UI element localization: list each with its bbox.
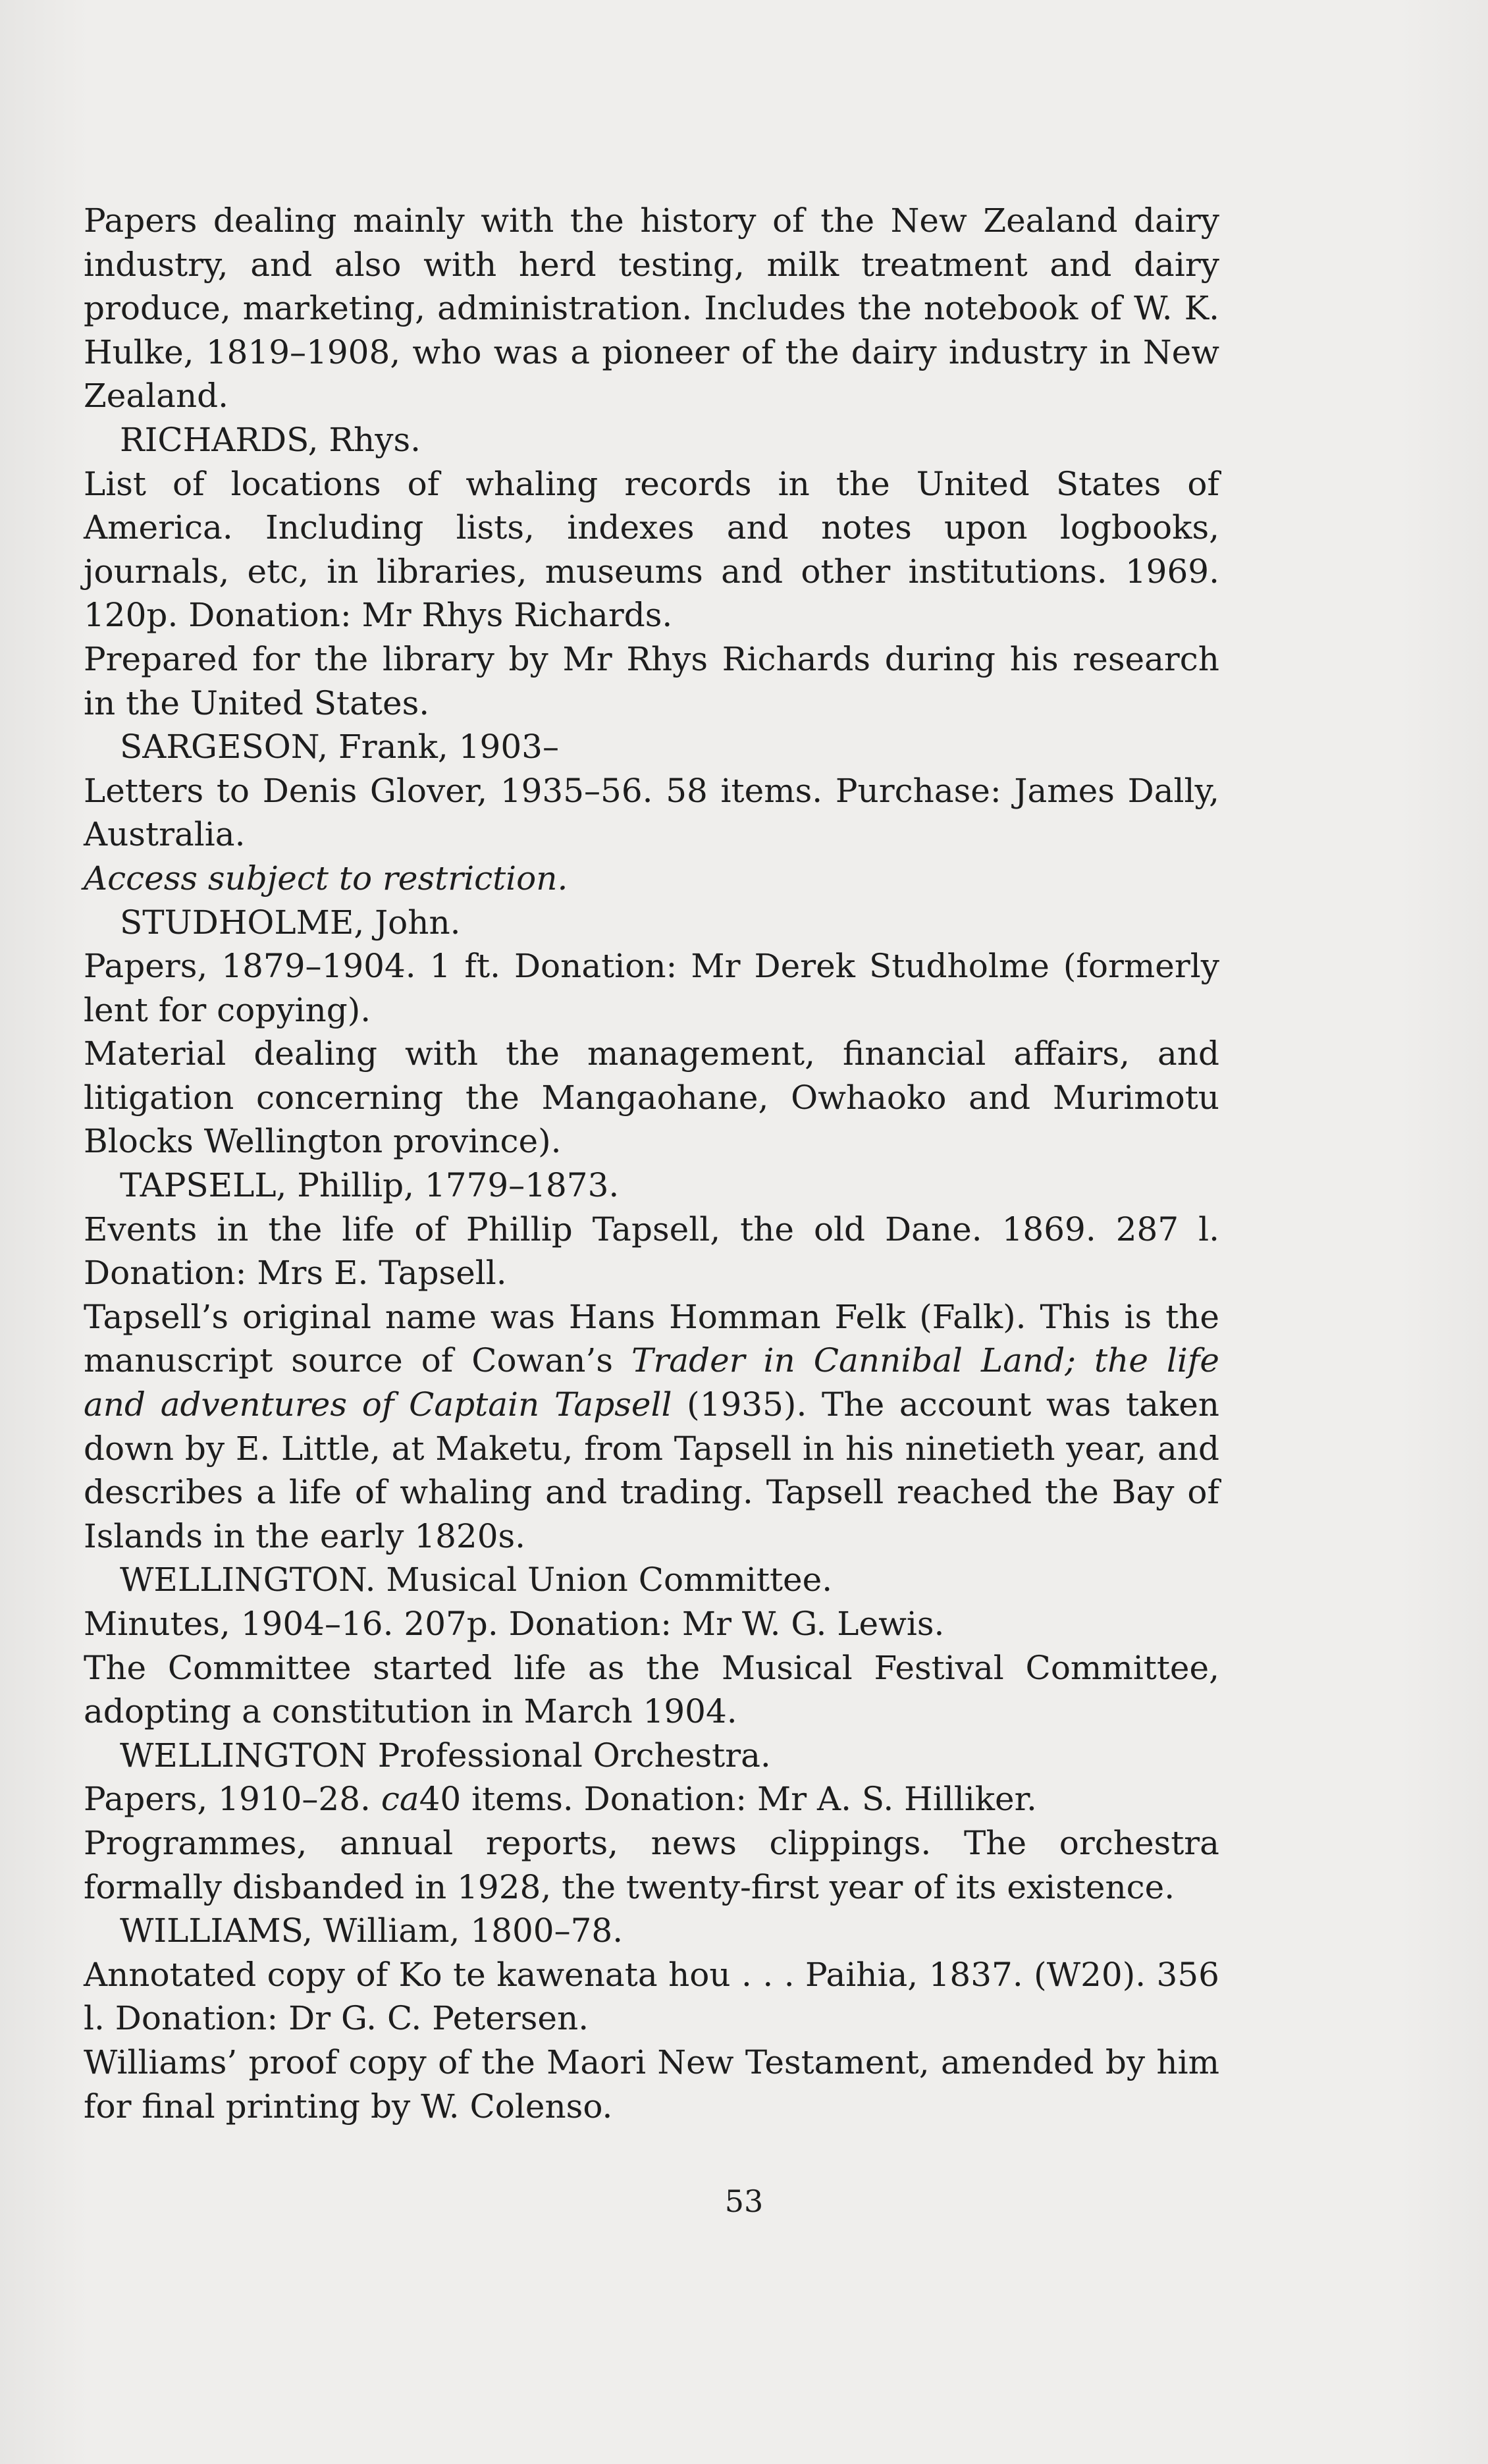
entry-heading bbox=[84, 1734, 1219, 1778]
entry-text bbox=[84, 1032, 1219, 1164]
entry-text bbox=[84, 199, 1219, 418]
text-segment: Papers dealing mainly with the history of the New Zealand dairy industry, and also with herd testing, milk treatment and dairy produce, marketing, administration. Includes the notebook of W. K. Hulke, 1819–1908, who was a pioneer of the dairy industry in New Zealand. bbox=[84, 201, 1219, 415]
text-segment: Papers, 1910–28. bbox=[84, 1780, 381, 1819]
text-segment: WELLINGTON Professional Orchestra. bbox=[120, 1736, 771, 1775]
text-segment: Minutes, 1904–16. 207p. Donation: Mr W. G. Lewis. bbox=[84, 1605, 945, 1643]
entry-text bbox=[84, 1953, 1219, 2041]
entry-text bbox=[84, 769, 1219, 857]
entry-heading bbox=[84, 418, 1219, 462]
entry-heading bbox=[84, 1558, 1219, 1602]
entry-heading bbox=[84, 1909, 1219, 1953]
text-segment: 40 items. Donation: Mr A. S. Hilliker. bbox=[419, 1780, 1037, 1819]
text-segment: List of locations of whaling records in the United States of America. Including lists, indexes and notes upon logbooks, journals, etc, in libraries, museums and other institutions. 1969. 120p. Donation: Mr Rhys Richards. bbox=[84, 464, 1219, 635]
text-segment: Papers, 1879–1904. 1 ft. Donation: Mr Derek Studholme (formerly lent for copying). bbox=[84, 947, 1219, 1029]
catalogue-entries bbox=[84, 199, 1219, 2128]
entry-text bbox=[84, 1602, 1219, 1646]
text-segment: WELLINGTON. Musical Union Committee. bbox=[120, 1561, 833, 1599]
text-segment: SARGESON, Frank, 1903– bbox=[120, 728, 559, 766]
entry-text bbox=[84, 1821, 1219, 1909]
entry-heading bbox=[84, 725, 1219, 769]
entry-text bbox=[84, 857, 1219, 901]
entry-heading bbox=[84, 901, 1219, 945]
entry-text bbox=[84, 1777, 1219, 1821]
entry-text bbox=[84, 944, 1219, 1032]
text-segment: The Committee started life as the Musical Festival Committee, adopting a constitution in March 1904. bbox=[84, 1648, 1219, 1731]
text-segment: STUDHOLME, John. bbox=[120, 903, 461, 942]
text-segment: Material dealing with the management, financial affairs, and litigation concerning the Mangaohane, Owhaoko and Murimotu Blocks Wellington province). bbox=[84, 1034, 1219, 1161]
entry-text bbox=[84, 2041, 1219, 2128]
text-segment: RICHARDS, Rhys. bbox=[120, 420, 421, 459]
entry-text bbox=[84, 637, 1219, 725]
page-number: 53 bbox=[724, 2183, 764, 2219]
text-segment: Williams’ proof copy of the Maori New Testament, amended by him for final printing by W. Colenso. bbox=[84, 2043, 1219, 2126]
entry-text bbox=[84, 1208, 1219, 1295]
italic-text: Access subject to restriction. bbox=[84, 859, 568, 897]
entry-text bbox=[84, 1295, 1219, 1559]
text-segment: Events in the life of Phillip Tapsell, the old Dane. 1869. 287 l. Donation: Mrs E. Tapsell. bbox=[84, 1210, 1219, 1293]
text-segment: TAPSELL, Phillip, 1779–1873. bbox=[120, 1166, 620, 1205]
text-segment: Annotated copy of Ko te kawenata hou . . . Paihia, 1837. (W20). 356 l. Donation: Dr G. C. Petersen. bbox=[84, 1955, 1219, 2038]
text-segment: Programmes, annual reports, news clippings. The orchestra formally disbanded in 1928, the twenty-first year of its existence. bbox=[84, 1823, 1219, 1906]
text-segment: WILLIAMS, William, 1800–78. bbox=[120, 1912, 624, 1950]
text-segment: Prepared for the library by Mr Rhys Richards during his research in the United States. bbox=[84, 639, 1219, 722]
italic-text: ca bbox=[381, 1780, 419, 1819]
text-segment: Tapsell’s original name was Hans Homman Felk (Falk). This is the manuscript source of Cowan’s bbox=[84, 1297, 1219, 1380]
entry-heading bbox=[84, 1164, 1219, 1208]
entry-text bbox=[84, 1646, 1219, 1734]
entry-text bbox=[84, 462, 1219, 637]
italic-text: Trader in Cannibal Land; the life and adventures of Captain Tapsell bbox=[84, 1341, 1219, 1424]
text-segment: (1935). The account was taken down by E. Little, at Maketu, from Tapsell in his ninetieth year, and describes a life of whaling and trading. Tapsell reached the Bay of Islands in the early 1820s. bbox=[84, 1385, 1220, 1555]
text-segment: Letters to Denis Glover, 1935–56. 58 items. Purchase: James Dally, Australia. bbox=[84, 771, 1219, 854]
